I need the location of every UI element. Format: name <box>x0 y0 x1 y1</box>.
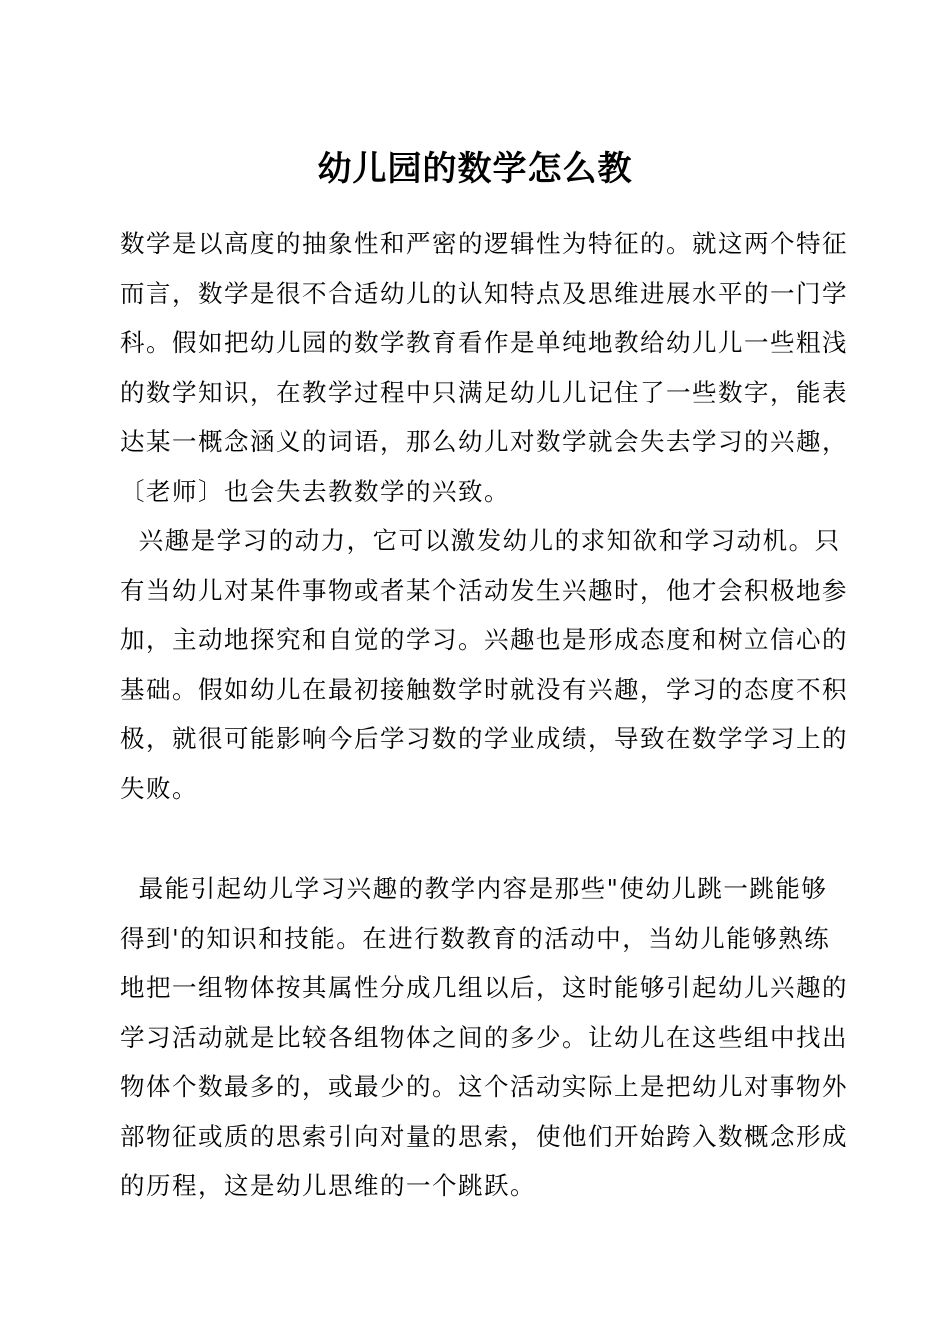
paragraph-line: 有当幼儿对某件事物或者某个活动发生兴趣时，他才会积极地参 <box>120 575 848 605</box>
paragraph-line: 的历程，这是幼儿思维的一个跳跃。 <box>120 1171 536 1200</box>
paragraph-line: 基础。假如幼儿在最初接触数学时就没有兴趣，学习的态度不积 <box>120 674 848 704</box>
paragraph-line: 失败。 <box>120 773 198 803</box>
paragraph-line: 加，主动地探究和自觉的学习。兴趣也是形成态度和树立信心的 <box>120 625 848 654</box>
paragraph-line: 地把一组物体按其属性分成几组以后，这时能够引起幼儿兴趣的 <box>120 973 848 1002</box>
paragraph-line: 兴趣是学习的动力，它可以激发幼儿的求知欲和学习动机。只 <box>120 526 841 555</box>
paragraph-line: 科。假如把幼儿园的数学教育看作是单纯地教给幼儿儿一些粗浅 <box>120 328 848 357</box>
paragraph-line: 学习活动就是比较各组物体之间的多少。让幼儿在这些组中找出 <box>120 1022 848 1052</box>
paragraph-line: 部物征或质的思索引向对量的思索，使他们开始跨入数概念形成 <box>120 1121 848 1151</box>
paragraph-1 <box>120 219 848 516</box>
paragraph-line: 数学是以高度的抽象性和严密的逻辑性为特征的。就这两个特征 <box>120 229 848 258</box>
page-title: 幼儿园的数学怎么教 <box>317 149 633 189</box>
paragraph-2 <box>120 516 848 813</box>
paragraph-3 <box>120 864 848 1211</box>
paragraph-line: 达某一概念涵义的词语，那么幼儿对数学就会失去学习的兴趣， <box>120 427 848 456</box>
paragraph-line: 极，就很可能影响今后学习数的学业成绩，导致在数学学习上的 <box>120 724 848 753</box>
paragraph-line: 而言，数学是很不合适幼儿的认知特点及思维进展水平的一门学 <box>120 278 848 308</box>
paragraph-line: 的数学知识，在教学过程中只满足幼儿儿记住了一些数字，能表 <box>120 377 848 407</box>
paragraph-line: 得到'的知识和技能。在进行数教育的活动中，当幼儿能够熟练 <box>120 923 831 953</box>
paragraph-line: 最能引起幼儿学习兴趣的教学内容是那些"使幼儿跳一跳能够 <box>120 874 828 903</box>
paragraph-line: 〔老师〕也会失去教数学的兴致。 <box>120 476 510 506</box>
paragraph-line: 物体个数最多的，或最少的。这个活动实际上是把幼儿对事物外 <box>120 1072 848 1101</box>
